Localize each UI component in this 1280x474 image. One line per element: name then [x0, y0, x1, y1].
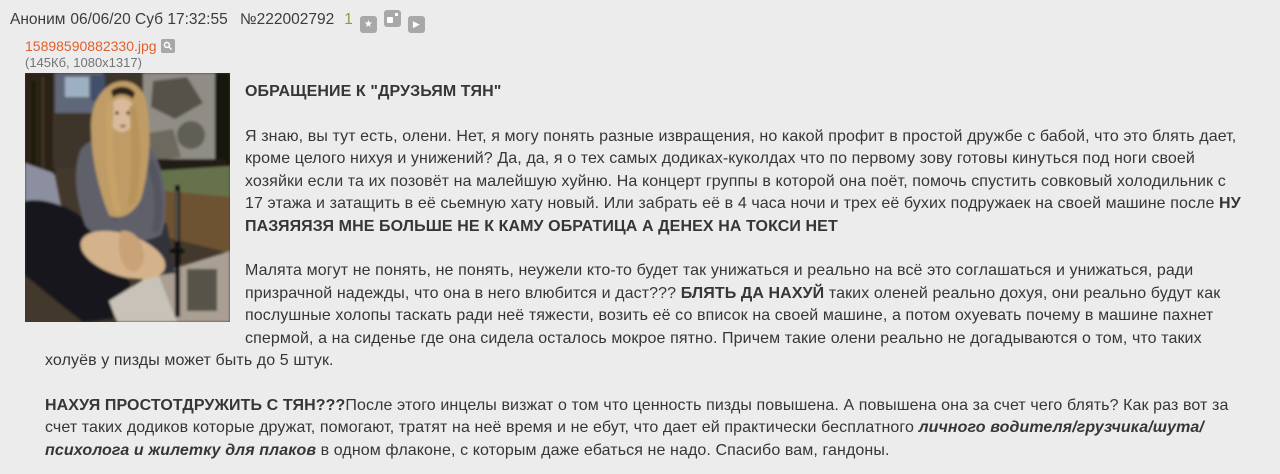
post-date: 06/06/20 Суб 17:32:55: [70, 11, 228, 28]
image-search-icon[interactable]: [161, 39, 175, 53]
photo-girl-sitting: [25, 73, 230, 322]
play-glyph: ▶: [412, 19, 420, 29]
text-segment-normal: Я знаю, вы тут есть, олени. Нет, я могу понять разные извращения, но какой профит в простой дружбе с бабой, что это блять дает, кроме целого нихуя и унижений? Да, да, я о тех самых додиках-куколдах что по первому зову готовы кинуться под ноги своей хозяйки если та их позовёт на малейшую хуйню. На концерт группы в которой она поёт, помочь спустить совковый холодильник с 17 этажа и затащить в её сьемную хату новый. Или забрать её в 4 часа ночи и трех её бухих подружаек на своей машине после: [245, 127, 1237, 212]
favorite-icon[interactable]: [360, 16, 377, 33]
expand-icon[interactable]: [384, 10, 401, 27]
post-subject: ОБРАЩЕНИЕ К "ДРУЗЬЯМ ТЯН": [245, 83, 502, 100]
text-segment-bold: НАХУЯ ПРОСТОТДРУЖИТЬ С ТЯН???: [45, 396, 346, 414]
star-glyph: ★: [363, 19, 373, 30]
text-segment-normal: После этого инцелы визжат о том что ценность пизды повышена. А повышена она за счет чего блять? Как раз вот за счет таких додиков которые дружат, помогают, тратят на неё время и не ебут, что дает ей практически бесплатного: [45, 396, 1229, 436]
expand-square-small: [395, 13, 398, 16]
file-info: (145Кб, 1080x1317): [25, 55, 142, 70]
expand-square-large: [387, 17, 393, 23]
reply-count: 1: [344, 11, 353, 28]
text-segment-bold: НУ ПАЗЯЯЯЗЯ МНЕ БОЛЬШЕ НЕ К КАМУ ОБРАТИЦА А ДЕНЕХ НА ТОКСИ НЕТ: [245, 195, 1241, 235]
file-name-link[interactable]: 15898590882330.jpg: [25, 38, 157, 54]
post-file: [25, 39, 230, 322]
post-header: [10, 8, 1245, 33]
post-paragraph: [45, 395, 1245, 463]
text-segment-normal: в одном флаконе, с которым даже ебаться не надо. Спасибо вам, гандоны.: [316, 441, 890, 459]
image-thumbnail[interactable]: [25, 73, 230, 322]
file-attributes: [25, 39, 230, 54]
text-segment-bold-italic: личного водителя/грузчика/шута/психолога и жилетку для плаков: [45, 419, 1204, 459]
text-segment-normal: таких оленей реально дохуя, они реально будут как послушные холопы таскать ради неё тяжести, возить её со вписок на своей машине, а потом охуевать почему в машине пахнет спермой, а на сиденье где она сидела осталось мокрое пятно. Причем такие олени реально не догадываются о том, что таких холуёв у пизды может быть до 5 штук.: [45, 284, 1221, 369]
text-segment-bold: БЛЯТЬ ДА НАХУЙ: [680, 284, 825, 302]
poster-name: Аноним: [10, 11, 66, 28]
text-segment-normal: Малята могут не понять, не понять, неужели кто-то будет так унижаться и реально на всё это соглашаться и унижаться, ради призрачной надежды, что она в него влюбится и даст???: [245, 262, 1194, 302]
post-number-link[interactable]: №222002792: [240, 11, 335, 28]
magnifier-glyph: [163, 41, 173, 51]
play-icon[interactable]: [408, 16, 425, 33]
